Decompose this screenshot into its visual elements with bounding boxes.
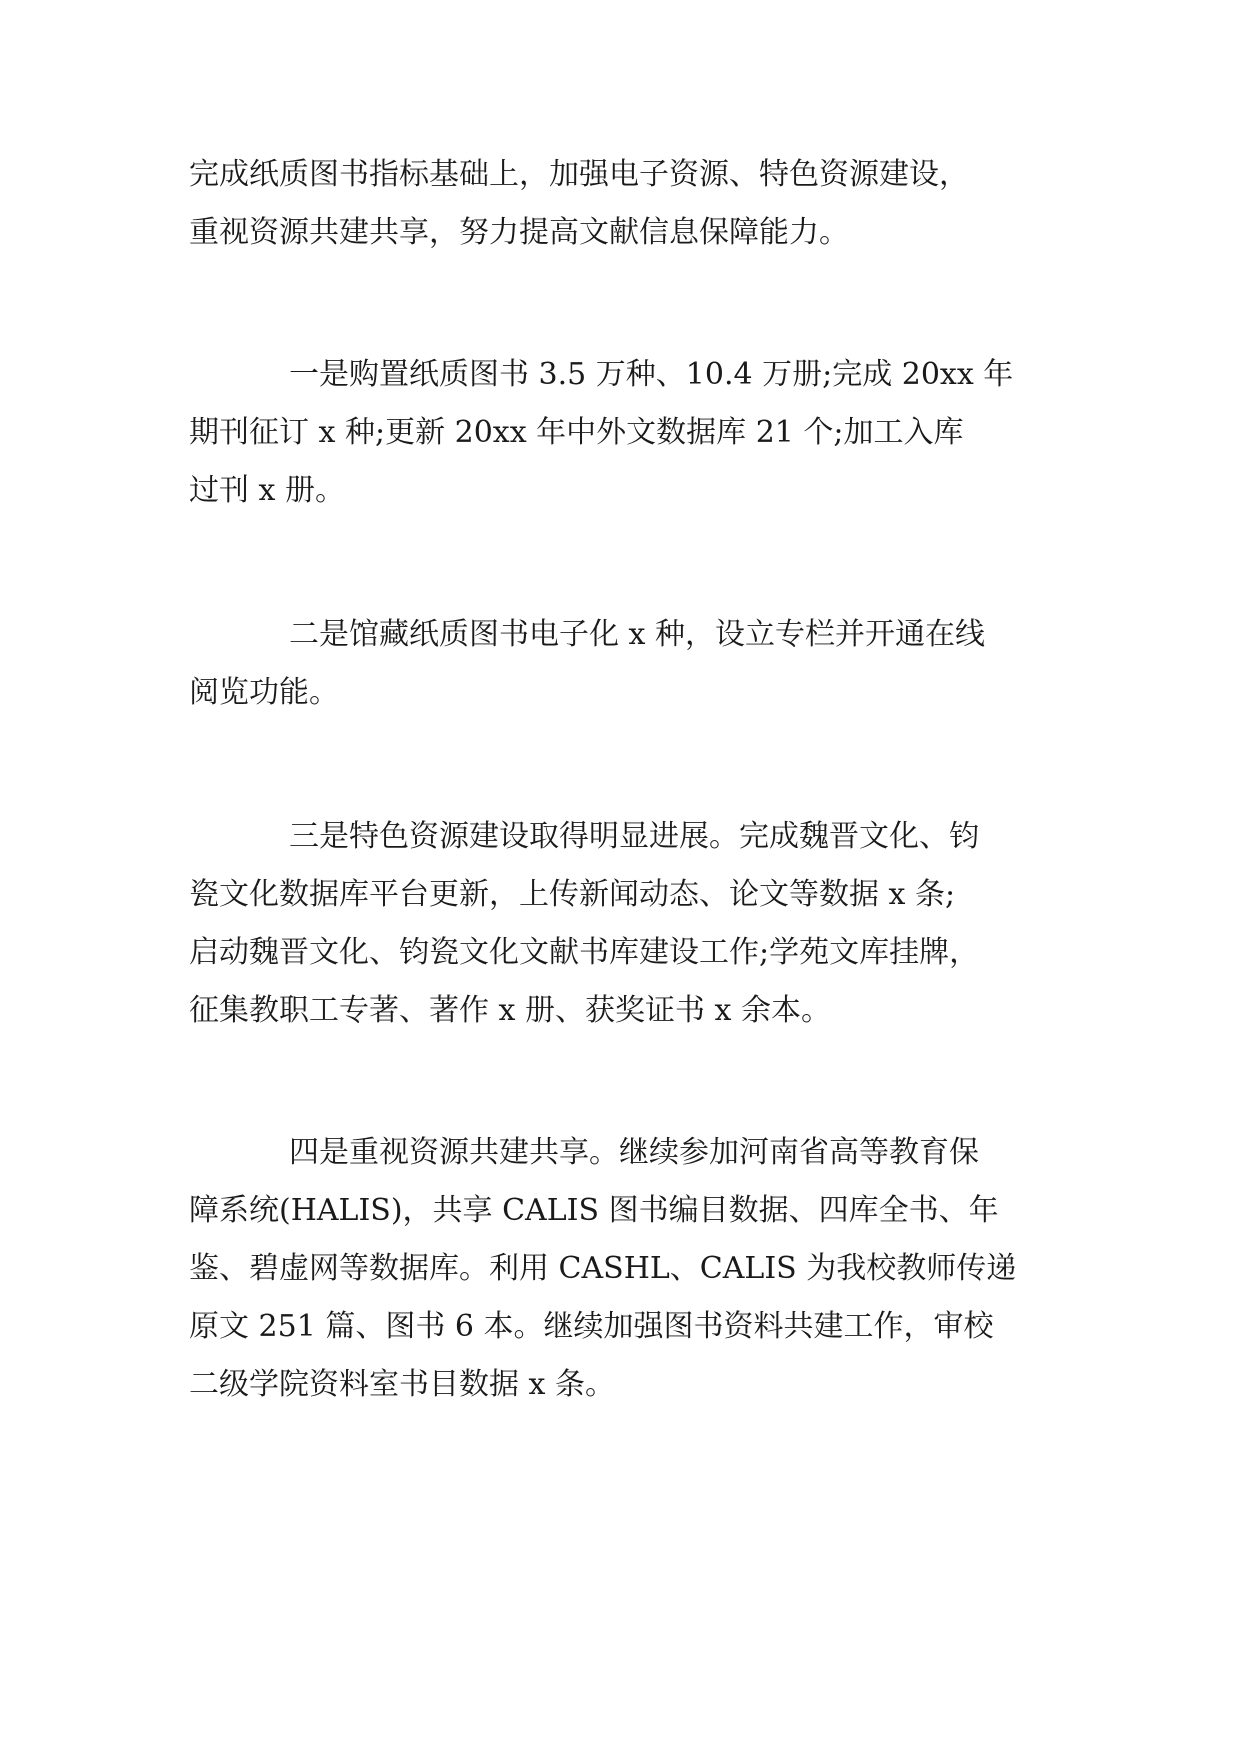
paragraph-item-four <box>189 1124 1059 1414</box>
text-line: 启动魏晋文化、钧瓷文化文献书库建设工作;学苑文库挂牌， <box>189 935 980 970</box>
text-line: 重视资源共建共享，努力提高文献信息保障能力。 <box>189 215 849 250</box>
text-line: 瓷文化数据库平台更新，上传新闻动态、论文等数据 x 条; <box>189 877 956 912</box>
text-line: 阅览功能。 <box>189 675 339 710</box>
text-line: 一是购置纸质图书 3.5 万种、10.4 万册;完成 20xx 年 <box>289 357 1014 392</box>
text-line: 障系统(HALIS)，共享 CALIS 图书编目数据、四库全书、年 <box>189 1193 999 1228</box>
paragraph-intro <box>189 146 1059 262</box>
text-line: 二是馆藏纸质图书电子化 x 种，设立专栏并开通在线 <box>289 617 985 652</box>
text-line: 完成纸质图书指标基础上，加强电子资源、特色资源建设， <box>189 157 969 192</box>
text-line: 征集教职工专著、著作 x 册、获奖证书 x 余本。 <box>189 993 831 1028</box>
paragraph-item-three <box>189 808 1059 1040</box>
text-line: 过刊 x 册。 <box>189 473 345 508</box>
text-line: 四是重视资源共建共享。继续参加河南省高等教育保 <box>289 1135 979 1170</box>
text-line: 鉴、碧虚网等数据库。利用 CASHL、CALIS 为我校教师传递 <box>189 1251 1017 1286</box>
paragraph-item-two <box>189 606 1059 722</box>
paragraph-item-one <box>189 346 1059 520</box>
text-line: 期刊征订 x 种;更新 20xx 年中外文数据库 21 个;加工入库 <box>189 415 964 450</box>
text-line: 二级学院资料室书目数据 x 条。 <box>189 1367 615 1402</box>
text-line: 三是特色资源建设取得明显进展。完成魏晋文化、钧 <box>289 819 979 854</box>
text-line: 原文 251 篇、图书 6 本。继续加强图书资料共建工作，审校 <box>189 1309 994 1344</box>
